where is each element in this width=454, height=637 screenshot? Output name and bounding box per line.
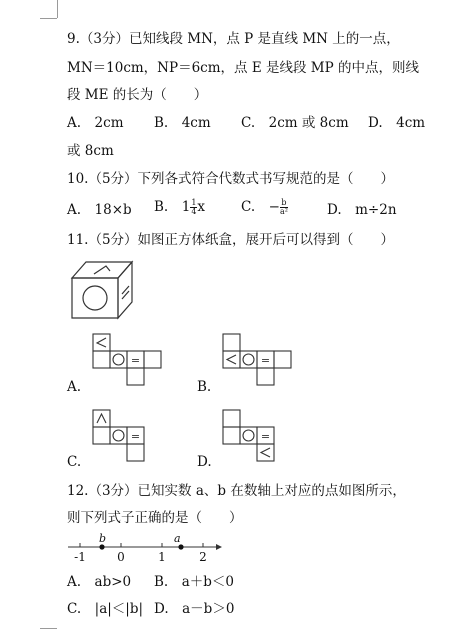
q12-option-a[interactable]: A. ab>0: [67, 574, 132, 590]
point-a-label: a: [174, 532, 181, 545]
net-option-c[interactable]: [92, 409, 164, 465]
q12-stem-line1: 12.（3分）已知实数 a、b 在数轴上对应的点如图所示，: [67, 483, 406, 499]
tick-label-minus-1: -1: [74, 550, 86, 564]
q10-option-b-label: B. 1: [154, 199, 191, 215]
q10-option-b-fraction: $\frac{1}{4}$: [191, 198, 197, 216]
crop-mark-top-horizontal: [40, 18, 57, 19]
point-b-label: b: [99, 532, 107, 545]
q10-option-c-fraction: $\frac{b}{\text{a²}}$: [279, 198, 288, 216]
q9-option-d-continued: 或 8cm: [67, 143, 114, 159]
q9-stem-line3: 段 ME 的长为（ ）: [67, 87, 208, 103]
q12-option-c[interactable]: C. |a|＜|b|: [67, 601, 144, 617]
q10-stem: 10.（5分）下列各式符合代数式书写规范的是（ ）: [67, 171, 395, 187]
q12-option-b[interactable]: B. a＋b＜0: [154, 574, 234, 590]
q10-option-b-variable: x: [197, 199, 206, 215]
crop-mark-top-vertical: [57, 0, 58, 18]
number-line-arrow: [216, 544, 222, 550]
q9-option-b[interactable]: B. 4cm: [154, 115, 211, 131]
q10-option-a[interactable]: A. 18×b: [67, 202, 132, 218]
net-d-equal-sign: =: [260, 430, 271, 443]
tick-label-2: 2: [199, 550, 207, 564]
q9-option-a[interactable]: A. 2cm: [67, 115, 124, 131]
q11-option-d-label[interactable]: D.: [197, 454, 212, 470]
net-option-b[interactable]: [222, 333, 294, 389]
q11-stem: 11.（5分）如图正方体纸盒，展开后可以得到（ ）: [67, 232, 395, 248]
net-option-a[interactable]: [92, 333, 164, 389]
net-a-equal-sign: =: [130, 354, 141, 367]
q11-option-b-label[interactable]: B.: [197, 379, 212, 395]
q11-option-c-label[interactable]: C.: [67, 454, 82, 470]
q10-option-c-label: C. −: [241, 199, 280, 215]
net-option-d[interactable]: [222, 409, 294, 465]
q12-option-d[interactable]: D. a－b＞0: [154, 601, 235, 617]
crop-mark-bottom: [40, 628, 57, 629]
number-line: [66, 530, 226, 566]
point-b: [99, 544, 104, 549]
q9-option-c[interactable]: C. 2cm 或 8cm: [241, 115, 349, 131]
tick-label-0: 0: [117, 550, 125, 564]
q12-stem-line2: 则下列式子正确的是（ ）: [67, 510, 243, 526]
cube-figure: [68, 258, 138, 320]
q10-option-d[interactable]: D. m÷2n: [327, 202, 397, 218]
q10-option-c[interactable]: [241, 198, 288, 216]
net-c-equal-sign: =: [130, 430, 141, 443]
point-a: [178, 544, 183, 549]
q9-stem-line1: 9.（3分）已知线段 MN，点 P 是直线 MN 上的一点，: [67, 31, 400, 47]
net-b-equal-sign: =: [260, 354, 271, 367]
tick-label-1: 1: [158, 550, 166, 564]
q9-stem-line2: MN＝10cm，NP＝6cm，点 E 是线段 MP 的中点，则线: [67, 60, 419, 76]
q11-option-a-label[interactable]: A.: [67, 379, 82, 395]
q9-option-d[interactable]: D. 4cm: [368, 115, 426, 131]
q10-option-b[interactable]: [154, 198, 205, 216]
